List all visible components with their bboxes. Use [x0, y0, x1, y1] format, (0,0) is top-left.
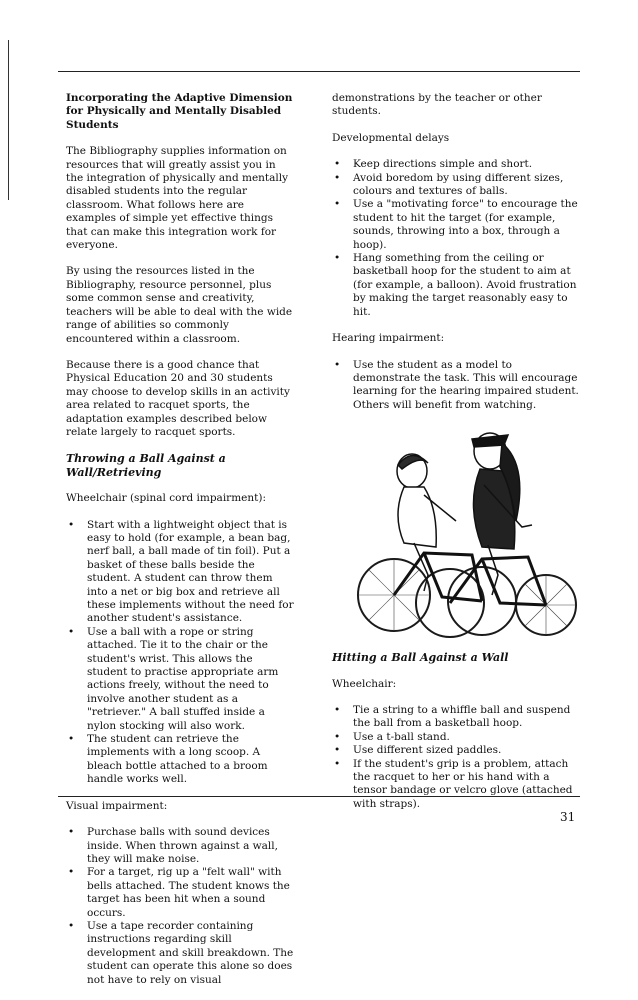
- list-item: • Tie a string to a whiffle ball and suspend the ball from a basketball hoop.: [332, 704, 580, 731]
- intro-paragraph-3: Because there is a good chance that Physical Education 20 and 30 students may choose to develop skills in an activity area related to racquet sports, the adaptation examples described below relate largely to racquet sports.: [66, 358, 290, 438]
- list-item: • Use different sized paddles.: [332, 744, 580, 757]
- section-title-hitting: Hitting a Ball Against a Wall: [332, 651, 509, 665]
- wheelchair-list: [66, 519, 296, 787]
- wheelchair-label-right: Wheelchair:: [332, 677, 397, 690]
- intro-paragraph-1: The Bibliography supplies information on resources that will greatly assist you in the integration of physically and mentally disabled students into the regular classroom. What follows here are examples of simple yet effective things that can make this integration work for everyone.: [66, 145, 289, 252]
- list-item: • Use a tape recorder containing instructions regarding skill development and skill breakdown. The student can operate this alone so does not have to rely on visual: [66, 920, 296, 987]
- top-rule: [58, 71, 580, 72]
- visual-impairment-list: [66, 826, 296, 987]
- list-item: • Use a ball with a rope or string attached. Tie it to the chair or the student's wrist. This allows the student to practise appropriate arm actions freely, without the need to involve another student as a "retriever." A ball stuffed inside a nylon stocking will also work.: [66, 626, 296, 733]
- list-item: • Purchase balls with sound devices inside. When thrown against a wall, they will make noise.: [66, 826, 296, 866]
- developmental-label: Developmental delays: [332, 131, 450, 144]
- list-item: • Use a t-ball stand.: [332, 731, 580, 744]
- list-item: • Avoid boredom by using different sizes, colours and textures of balls.: [332, 172, 580, 199]
- bottom-rule: [58, 796, 580, 797]
- continuation-text: demonstrations by the teacher or other students.: [332, 92, 542, 118]
- page-number: 31: [560, 810, 576, 824]
- visual-impairment-label: Visual impairment:: [66, 799, 168, 812]
- main-heading: Incorporating the Adaptive Dimension for Physically and Mentally Disabled Students: [66, 92, 293, 131]
- cyclists-illustration: [332, 425, 580, 641]
- hearing-label: Hearing impairment:: [332, 332, 445, 345]
- list-item: • If the student's grip is a problem, attach the racquet to her or his hand with a tensor bandage or velcro glove (attached with straps).: [332, 758, 580, 812]
- list-item: • Hang something from the ceiling or basketball hoop for the student to aim at (for example, a balloon). Avoid frustration by making the target reasonably easy to hit.: [332, 252, 580, 319]
- list-item: • Start with a lightweight object that is easy to hold (for example, a bean bag, nerf ball, a ball made of tin foil). Put a basket of these balls beside the student. A student can throw them into a net or big box and retrieve all these implements without the need for another student's assistance.: [66, 519, 296, 626]
- intro-paragraph-2: By using the resources listed in the Bibliography, resource personnel, plus some common sense and creativity, teachers will be able to deal with the wide range of abilities so commonly encountered within a classroom.: [66, 265, 293, 345]
- list-item: • Use the student as a model to demonstrate the task. This will encourage learning for the hearing impaired student. Others will benefit from watching.: [332, 359, 580, 413]
- list-item: • Keep directions simple and short.: [332, 158, 580, 171]
- list-item: • Use a "motivating force" to encourage the student to hit the target (for example, sounds, throwing into a box, through a hoop).: [332, 198, 580, 252]
- wheelchair-label: Wheelchair (spinal cord impairment):: [66, 492, 266, 505]
- left-column: [66, 92, 296, 1000]
- section-title-throwing: Throwing a Ball Against a Wall/Retrieving: [66, 452, 226, 479]
- list-item: • The student can retrieve the implements with a long scoop. A bleach bottle attached to a broom handle works well.: [66, 733, 296, 787]
- right-column: [332, 92, 580, 824]
- developmental-list: [332, 158, 580, 319]
- hearing-list: [332, 359, 580, 413]
- list-item: • For a target, rig up a "felt wall" with bells attached. The student knows the target has been hit when a sound occurs.: [66, 866, 296, 920]
- page-edge-line: [8, 40, 9, 200]
